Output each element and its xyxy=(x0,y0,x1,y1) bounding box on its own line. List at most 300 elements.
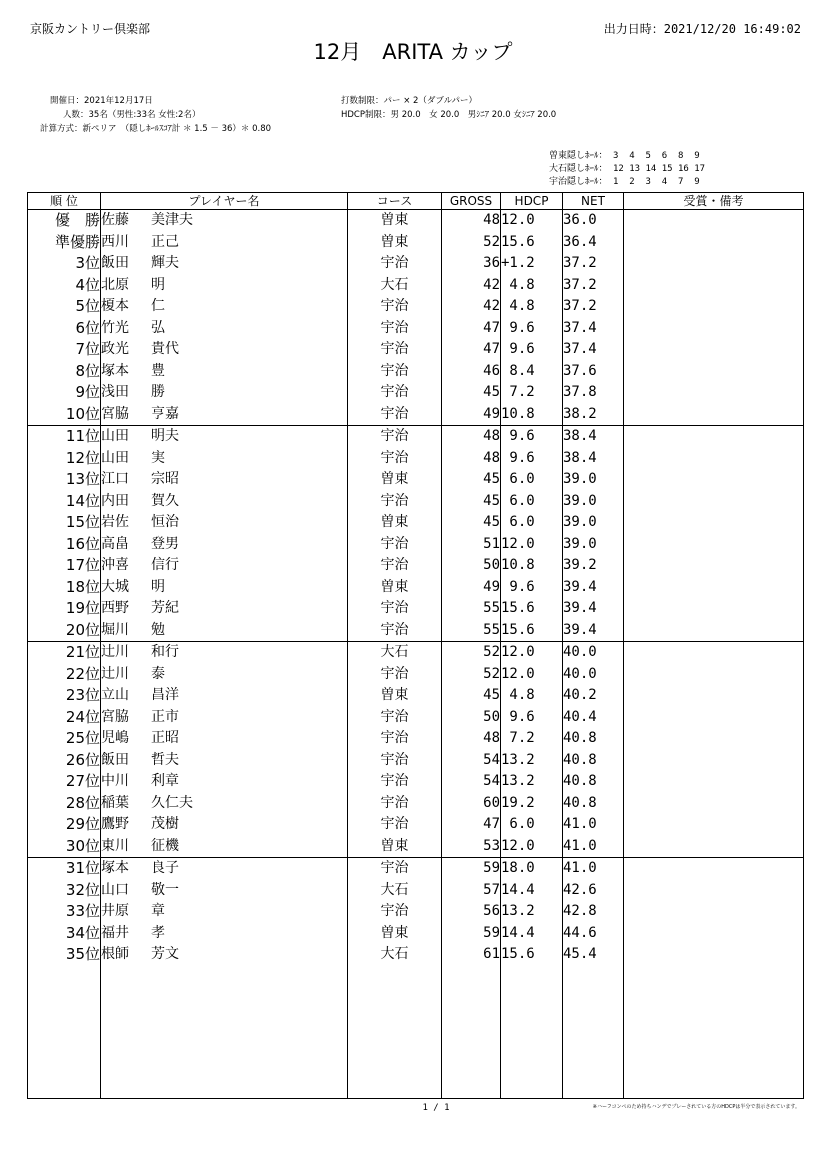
player-last-name: 高畠 xyxy=(101,535,129,552)
player-count: 人数：35名（男性:33名 女性:2名） xyxy=(63,110,201,120)
page-title: 12月 ARITA カップ xyxy=(313,40,513,64)
hdcp-cell: 13.2 xyxy=(501,750,563,772)
gross-cell: 52 xyxy=(442,232,501,254)
hdcp-cell: 14.4 xyxy=(501,923,563,945)
remarks-cell xyxy=(624,253,804,275)
rank-cell: 28位 xyxy=(28,793,101,815)
course-cell: 曽東 xyxy=(348,685,442,707)
page-number: 1 / 1 xyxy=(422,1103,450,1113)
player-last-name: 堀川 xyxy=(101,621,129,638)
table-row xyxy=(28,318,804,340)
table-row xyxy=(28,404,804,426)
gross-cell: 54 xyxy=(442,771,501,793)
gross-cell: 59 xyxy=(442,923,501,945)
rank-cell: 18位 xyxy=(28,577,101,599)
rank-cell: 16位 xyxy=(28,534,101,556)
player-first-name: 茂樹 xyxy=(151,816,179,832)
hdcp-cell: 4.8 xyxy=(501,275,563,297)
gross-cell: 50 xyxy=(442,555,501,577)
hidden-holes-values: 12 13 14 15 16 17 xyxy=(612,164,706,174)
gross-cell: 55 xyxy=(442,598,501,620)
player-last-name: 佐藤 xyxy=(101,212,129,228)
net-cell: 40.8 xyxy=(563,793,624,815)
hdcp-cell: 15.6 xyxy=(501,232,563,254)
gross-cell: 47 xyxy=(442,814,501,836)
player-name-cell xyxy=(101,469,348,491)
gross-cell: 52 xyxy=(442,642,501,664)
net-cell: 42.8 xyxy=(563,901,624,923)
player-last-name: 根師 xyxy=(101,946,129,962)
table-row xyxy=(28,664,804,686)
course-cell: 大石 xyxy=(348,275,442,297)
table-row xyxy=(28,555,804,577)
empty-cell xyxy=(442,966,501,1099)
player-name-cell xyxy=(101,836,348,858)
player-name-cell xyxy=(101,275,348,297)
course-cell: 宇治 xyxy=(348,620,442,642)
gross-cell: 57 xyxy=(442,880,501,902)
hdcp-cell: 19.2 xyxy=(501,793,563,815)
table-row xyxy=(28,339,804,361)
remarks-cell xyxy=(624,296,804,318)
net-cell: 39.2 xyxy=(563,555,624,577)
net-cell: 41.0 xyxy=(563,836,624,858)
rank-cell: 33位 xyxy=(28,901,101,923)
rank-cell: 34位 xyxy=(28,923,101,945)
player-last-name: 塚本 xyxy=(101,362,129,379)
course-cell: 曽東 xyxy=(348,232,442,254)
results-body xyxy=(28,210,804,1099)
player-name-cell xyxy=(101,901,348,923)
col-hdcp: HDCP xyxy=(501,193,563,210)
remarks-cell xyxy=(624,664,804,686)
rank-cell: 25位 xyxy=(28,728,101,750)
net-cell: 38.4 xyxy=(563,426,624,448)
hdcp-cell: 4.8 xyxy=(501,296,563,318)
hdcp-cell: 10.8 xyxy=(501,404,563,426)
player-name-cell xyxy=(101,793,348,815)
gross-cell: 45 xyxy=(442,469,501,491)
table-row xyxy=(28,534,804,556)
player-name-cell xyxy=(101,664,348,686)
player-first-name: 弘 xyxy=(151,319,165,336)
course-cell: 宇治 xyxy=(348,296,442,318)
player-last-name: 竹光 xyxy=(101,319,129,336)
rank-cell: 7位 xyxy=(28,339,101,361)
remarks-cell xyxy=(624,448,804,470)
remarks-cell xyxy=(624,404,804,426)
hdcp-cell: 6.0 xyxy=(501,512,563,534)
player-last-name: 辻川 xyxy=(101,644,129,660)
course-cell: 宇治 xyxy=(348,707,442,729)
hdcp-cell: 7.2 xyxy=(501,728,563,750)
remarks-cell xyxy=(624,598,804,620)
course-cell: 宇治 xyxy=(348,555,442,577)
net-cell: 37.4 xyxy=(563,339,624,361)
net-cell: 44.6 xyxy=(563,923,624,945)
player-last-name: 北原 xyxy=(101,276,129,293)
player-name-cell xyxy=(101,296,348,318)
remarks-cell xyxy=(624,210,804,232)
hdcp-cell: 4.8 xyxy=(501,685,563,707)
course-cell: 大石 xyxy=(348,880,442,902)
net-cell: 40.2 xyxy=(563,685,624,707)
empty-cell xyxy=(501,966,563,1099)
player-last-name: 山田 xyxy=(101,449,129,466)
gross-cell: 42 xyxy=(442,275,501,297)
hdcp-cell: 12.0 xyxy=(501,534,563,556)
net-cell: 40.8 xyxy=(563,750,624,772)
player-last-name: 西川 xyxy=(101,233,129,250)
player-last-name: 中川 xyxy=(101,773,129,789)
hdcp-cell: 13.2 xyxy=(501,771,563,793)
course-cell: 曽東 xyxy=(348,210,442,232)
remarks-cell xyxy=(624,318,804,340)
player-last-name: 榎本 xyxy=(101,298,129,314)
player-first-name: 輝夫 xyxy=(151,255,179,271)
stroke-limit: 打数制限：パー × 2（ダブルパー） xyxy=(341,96,478,106)
gross-cell: 61 xyxy=(442,944,501,966)
remarks-cell xyxy=(624,469,804,491)
gross-cell: 48 xyxy=(442,210,501,232)
player-first-name: 正市 xyxy=(151,708,179,725)
col-rank: 順 位 xyxy=(28,193,101,210)
net-cell: 39.4 xyxy=(563,620,624,642)
net-cell: 37.2 xyxy=(563,296,624,318)
remarks-cell xyxy=(624,707,804,729)
player-name-cell xyxy=(101,448,348,470)
rank-cell: 17位 xyxy=(28,555,101,577)
course-cell: 宇治 xyxy=(348,728,442,750)
hdcp-cell: 12.0 xyxy=(501,664,563,686)
gross-cell: 50 xyxy=(442,707,501,729)
rank-cell: 5位 xyxy=(28,296,101,318)
player-last-name: 山口 xyxy=(101,881,129,898)
table-row xyxy=(28,728,804,750)
rank-cell: 31位 xyxy=(28,858,101,880)
remarks-cell xyxy=(624,814,804,836)
hdcp-cell: 7.2 xyxy=(501,382,563,404)
net-cell: 37.2 xyxy=(563,253,624,275)
hdcp-cell: 15.6 xyxy=(501,620,563,642)
player-first-name: 昌洋 xyxy=(151,687,179,703)
remarks-cell xyxy=(624,685,804,707)
rank-cell: 14位 xyxy=(28,491,101,513)
empty-cell xyxy=(101,966,348,1099)
player-last-name: 大城 xyxy=(101,578,129,595)
empty-cell xyxy=(28,966,101,1099)
hdcp-cell: 9.6 xyxy=(501,707,563,729)
player-name-cell xyxy=(101,577,348,599)
remarks-cell xyxy=(624,771,804,793)
player-name-cell xyxy=(101,858,348,880)
net-cell: 40.0 xyxy=(563,642,624,664)
net-cell: 39.0 xyxy=(563,534,624,556)
player-first-name: 芳文 xyxy=(151,946,179,962)
table-header xyxy=(28,193,804,210)
course-cell: 宇治 xyxy=(348,750,442,772)
remarks-cell xyxy=(624,880,804,902)
rank-cell: 8位 xyxy=(28,361,101,383)
gross-cell: 48 xyxy=(442,426,501,448)
player-name-cell xyxy=(101,728,348,750)
table-row xyxy=(28,296,804,318)
player-last-name: 沖喜 xyxy=(101,557,129,573)
rank-cell: 30位 xyxy=(28,836,101,858)
player-first-name: 勉 xyxy=(151,621,165,638)
player-first-name: 泰 xyxy=(151,665,165,682)
player-last-name: 宮脇 xyxy=(101,708,129,725)
hdcp-limit: HDCP制限：男 20.0 女 20.0 男ｼﾆｱ 20.0 女ｼﾆｱ 20.0 xyxy=(341,110,557,120)
course-cell: 宇治 xyxy=(348,814,442,836)
table-row xyxy=(28,814,804,836)
course-cell: 宇治 xyxy=(348,793,442,815)
player-first-name: 芳紀 xyxy=(151,600,179,616)
net-cell: 37.8 xyxy=(563,382,624,404)
gross-cell: 47 xyxy=(442,339,501,361)
issued-datetime: 出力日時：2021/12/20 16:49:02 xyxy=(603,22,801,36)
table-filler xyxy=(28,966,804,1099)
player-first-name: 信行 xyxy=(151,557,179,573)
rank-cell: 12位 xyxy=(28,448,101,470)
player-first-name: 登男 xyxy=(151,535,179,552)
rank-cell: 19位 xyxy=(28,598,101,620)
gross-cell: 52 xyxy=(442,664,501,686)
player-last-name: 山田 xyxy=(101,428,129,444)
rank-cell: 9位 xyxy=(28,382,101,404)
empty-cell xyxy=(563,966,624,1099)
hdcp-cell: 10.8 xyxy=(501,555,563,577)
player-name-cell xyxy=(101,404,348,426)
player-name-cell xyxy=(101,880,348,902)
hidden-holes-label: 曽東隠しﾎｰﾙ： xyxy=(549,151,608,161)
player-first-name: 利章 xyxy=(151,773,179,789)
rank-cell: 6位 xyxy=(28,318,101,340)
col-player-name: プレイヤー名 xyxy=(101,193,348,210)
rank-cell: 20位 xyxy=(28,620,101,642)
rank-cell: 23位 xyxy=(28,685,101,707)
course-cell: 宇治 xyxy=(348,771,442,793)
hdcp-cell: +1.2 xyxy=(501,253,563,275)
rank-cell: 27位 xyxy=(28,771,101,793)
rank-cell: 13位 xyxy=(28,469,101,491)
player-name-cell xyxy=(101,814,348,836)
hdcp-cell: 8.4 xyxy=(501,361,563,383)
player-name-cell xyxy=(101,685,348,707)
gross-cell: 53 xyxy=(442,836,501,858)
table-row xyxy=(28,253,804,275)
player-last-name: 鷹野 xyxy=(101,816,129,832)
player-last-name: 江口 xyxy=(101,471,129,487)
gross-cell: 55 xyxy=(442,620,501,642)
hdcp-cell: 9.6 xyxy=(501,318,563,340)
empty-cell xyxy=(348,966,442,1099)
course-cell: 宇治 xyxy=(348,598,442,620)
hidden-holes-values: 1 2 3 4 7 9 xyxy=(612,177,700,187)
remarks-cell xyxy=(624,901,804,923)
course-cell: 大石 xyxy=(348,944,442,966)
player-first-name: 賀久 xyxy=(151,492,179,509)
table-row xyxy=(28,836,804,858)
course-cell: 宇治 xyxy=(348,253,442,275)
remarks-cell xyxy=(624,793,804,815)
player-name-cell xyxy=(101,318,348,340)
remarks-cell xyxy=(624,836,804,858)
hdcp-cell: 13.2 xyxy=(501,901,563,923)
footer-note: ※ハーフコンペのため持ちハンデでプレーされている方のHDCPは半分で表示されています。 xyxy=(592,1104,800,1110)
course-cell: 宇治 xyxy=(348,404,442,426)
table-row xyxy=(28,944,804,966)
player-first-name: 勝 xyxy=(151,384,165,400)
net-cell: 41.0 xyxy=(563,814,624,836)
table-row xyxy=(28,901,804,923)
net-cell: 37.2 xyxy=(563,275,624,297)
col-net: NET xyxy=(563,193,624,210)
gross-cell: 45 xyxy=(442,512,501,534)
gross-cell: 45 xyxy=(442,491,501,513)
hdcp-cell: 6.0 xyxy=(501,814,563,836)
player-last-name: 稲葉 xyxy=(101,794,129,811)
club-name: 京阪カントリー倶楽部 xyxy=(30,22,151,36)
net-cell: 42.6 xyxy=(563,880,624,902)
hidden-holes-uji xyxy=(549,174,700,187)
player-last-name: 政光 xyxy=(101,341,129,357)
player-first-name: 実 xyxy=(151,449,165,466)
net-cell: 45.4 xyxy=(563,944,624,966)
player-name-cell xyxy=(101,707,348,729)
player-name-cell xyxy=(101,944,348,966)
gross-cell: 36 xyxy=(442,253,501,275)
player-name-cell xyxy=(101,771,348,793)
player-first-name: 明 xyxy=(151,578,165,595)
table-row xyxy=(28,491,804,513)
net-cell: 39.0 xyxy=(563,469,624,491)
player-name-cell xyxy=(101,923,348,945)
table-row xyxy=(28,620,804,642)
remarks-cell xyxy=(624,923,804,945)
net-cell: 40.4 xyxy=(563,707,624,729)
player-first-name: 章 xyxy=(151,903,165,919)
net-cell: 39.0 xyxy=(563,512,624,534)
net-cell: 38.2 xyxy=(563,404,624,426)
remarks-cell xyxy=(624,642,804,664)
table-row xyxy=(28,707,804,729)
table-row xyxy=(28,771,804,793)
hdcp-cell: 12.0 xyxy=(501,836,563,858)
net-cell: 38.4 xyxy=(563,448,624,470)
gross-cell: 49 xyxy=(442,577,501,599)
player-name-cell xyxy=(101,382,348,404)
player-first-name: 和行 xyxy=(151,644,179,660)
gross-cell: 59 xyxy=(442,858,501,880)
course-cell: 宇治 xyxy=(348,491,442,513)
table-row xyxy=(28,685,804,707)
course-cell: 曽東 xyxy=(348,512,442,534)
rank-cell: 35位 xyxy=(28,944,101,966)
hdcp-cell: 12.0 xyxy=(501,642,563,664)
player-first-name: 宗昭 xyxy=(151,471,179,487)
net-cell: 37.6 xyxy=(563,361,624,383)
hdcp-cell: 9.6 xyxy=(501,577,563,599)
player-name-cell xyxy=(101,253,348,275)
course-cell: 宇治 xyxy=(348,901,442,923)
remarks-cell xyxy=(624,944,804,966)
player-first-name: 良子 xyxy=(151,860,179,876)
course-cell: 宇治 xyxy=(348,318,442,340)
remarks-cell xyxy=(624,339,804,361)
course-cell: 宇治 xyxy=(348,426,442,448)
player-first-name: 正己 xyxy=(151,233,179,250)
player-first-name: 仁 xyxy=(151,298,165,314)
table-row xyxy=(28,469,804,491)
net-cell: 39.4 xyxy=(563,598,624,620)
player-first-name: 明 xyxy=(151,276,165,293)
course-cell: 曽東 xyxy=(348,469,442,491)
course-cell: 曽東 xyxy=(348,836,442,858)
remarks-cell xyxy=(624,512,804,534)
gross-cell: 48 xyxy=(442,448,501,470)
player-last-name: 宮脇 xyxy=(101,405,129,422)
net-cell: 39.0 xyxy=(563,491,624,513)
player-last-name: 飯田 xyxy=(101,255,129,271)
hdcp-cell: 9.6 xyxy=(501,448,563,470)
player-name-cell xyxy=(101,598,348,620)
net-cell: 37.4 xyxy=(563,318,624,340)
course-cell: 宇治 xyxy=(348,664,442,686)
rank-cell: 優 勝 xyxy=(28,210,101,232)
player-first-name: 敬一 xyxy=(151,881,179,898)
player-first-name: 貴代 xyxy=(151,341,179,357)
course-cell: 曽東 xyxy=(348,577,442,599)
net-cell: 39.4 xyxy=(563,577,624,599)
remarks-cell xyxy=(624,491,804,513)
player-first-name: 亨嘉 xyxy=(151,405,179,422)
hidden-holes-sotou xyxy=(549,148,700,161)
results-table xyxy=(27,192,804,1099)
remarks-cell xyxy=(624,382,804,404)
table-row xyxy=(28,448,804,470)
table-row xyxy=(28,382,804,404)
gross-cell: 45 xyxy=(442,382,501,404)
net-cell: 41.0 xyxy=(563,858,624,880)
gross-cell: 60 xyxy=(442,793,501,815)
event-date: 開催日：2021年12月17日 xyxy=(50,96,153,106)
remarks-cell xyxy=(624,232,804,254)
player-first-name: 豊 xyxy=(151,362,165,379)
table-row xyxy=(28,210,804,232)
rank-cell: 10位 xyxy=(28,404,101,426)
player-last-name: 井原 xyxy=(101,903,129,919)
calc-method: 計算方式：新ペリア （隠しﾎｰﾙｽｺｱ計 ＊ 1.5 － 36）＊ 0.80 xyxy=(40,124,272,134)
hdcp-cell: 9.6 xyxy=(501,426,563,448)
remarks-cell xyxy=(624,858,804,880)
rank-cell: 29位 xyxy=(28,814,101,836)
table-row xyxy=(28,361,804,383)
player-name-cell xyxy=(101,426,348,448)
player-first-name: 恒治 xyxy=(151,514,179,530)
table-row xyxy=(28,598,804,620)
player-name-cell xyxy=(101,642,348,664)
gross-cell: 54 xyxy=(442,750,501,772)
hidden-holes-label: 大石隠しﾎｰﾙ： xyxy=(549,164,608,174)
remarks-cell xyxy=(624,620,804,642)
col-remarks: 受賞・備考 xyxy=(624,193,804,210)
hdcp-cell: 12.0 xyxy=(501,210,563,232)
rank-cell: 準優勝 xyxy=(28,232,101,254)
gross-cell: 56 xyxy=(442,901,501,923)
remarks-cell xyxy=(624,728,804,750)
player-last-name: 塚本 xyxy=(101,860,129,876)
